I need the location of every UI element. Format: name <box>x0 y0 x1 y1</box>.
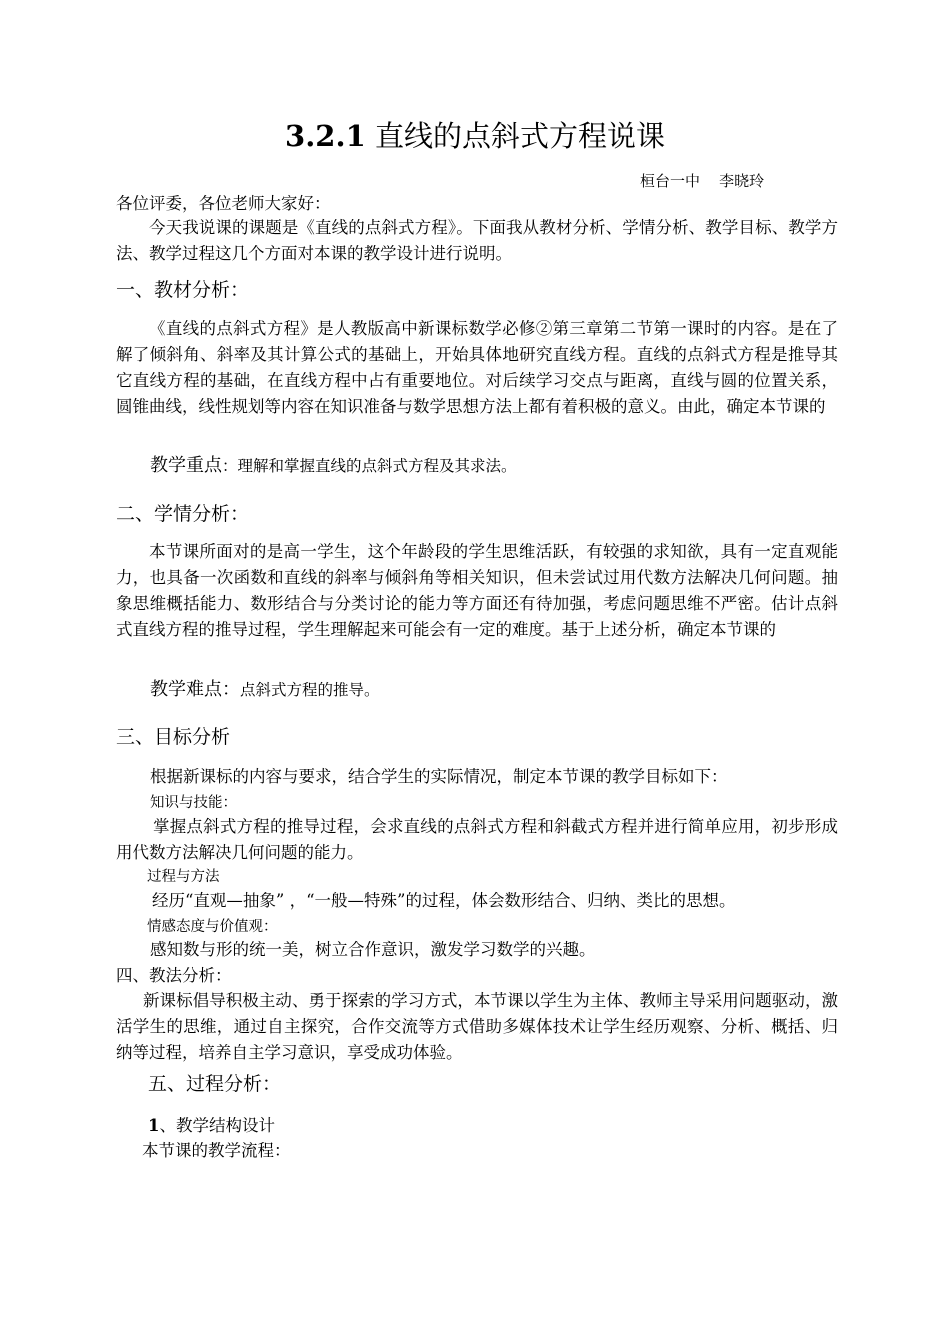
author-line: 桓台一中 李晓玲 <box>640 172 765 190</box>
teaching-structure-heading <box>148 1113 275 1139</box>
teaching-structure-number: 1 <box>148 1116 160 1135</box>
goal-knowledge-text: 掌握点斜式方程的推导过程，会求直线的点斜式方程和斜截式方程并进行简单应用，初步形成用代数方法解决几何问题的能力。 <box>116 817 838 862</box>
goal-process-text: 经历“直观—抽象” ，“一般—特殊”的过程，体会数形结合、归纳、类比的思想。 <box>152 891 736 910</box>
goal-attitude-label: 情感态度与价值观： <box>147 919 278 935</box>
method-analysis-paragraph: 新课标倡导积极主动、勇于探索的学习方式，本节课以学生为主体、教师主导采用问题驱动，激活学生的思维，通过自主探究，合作交流等方式借助多媒体技术让学生经历观察、分析、概括、归纳等过程，培养自主学习意识，享受成功体验。 <box>116 991 838 1062</box>
document-title <box>0 116 950 156</box>
section-heading-textbook-analysis: 一、教材分析： <box>116 279 250 301</box>
teaching-focus-label: 教学重点 <box>150 455 222 476</box>
teaching-difficulty-text: 点斜式方程的推导。 <box>240 681 380 699</box>
greeting: 各位评委，各位老师大家好： <box>116 194 331 213</box>
section-heading-learner-analysis: 二、学情分析： <box>116 503 250 525</box>
teaching-difficulty <box>150 676 380 704</box>
section-heading-process-analysis: 五、过程分析： <box>148 1073 282 1095</box>
goal-intro: 根据新课标的内容与要求，结合学生的实际情况，制定本节课的教学目标如下： <box>150 767 728 786</box>
goal-knowledge-label: 知识与技能： <box>150 795 237 811</box>
teaching-focus-text: ：理解和掌握直线的点斜式方程及其求法。 <box>222 457 517 475</box>
title-number: 3.2.1 <box>285 119 366 153</box>
section-heading-goal-analysis: 三、目标分析 <box>116 726 231 748</box>
intro-paragraph: 今天我说课的课题是《直线的点斜式方程》。下面我从教材分析、学情分析、教学目标、教学方法、教学过程这几个方面对本课的教学设计进行说明。 <box>116 218 838 263</box>
title-text: 直线的点斜式方程说课 <box>365 119 665 153</box>
goal-attitude-text: 感知数与形的统一美，树立合作意识，激发学习数学的兴趣。 <box>150 940 596 959</box>
textbook-analysis-paragraph: 《直线的点斜式方程》是人教版高中新课标数学必修②第三章第二节第一课时的内容。是在了解了倾斜角、斜率及其计算公式的基础上，开始具体地研究直线方程。直线的点斜式方程是推导其它直线方程的基础，在直线方程中占有重要地位。对后续学习交点与距离，直线与圆的位置关系，圆锥曲线，线性规划等内容在知识准备与数学思想方法上都有着积极的意义。由此，确定本节课的 <box>116 319 838 416</box>
teaching-difficulty-label: 教学难点： <box>150 679 240 700</box>
teaching-focus <box>150 452 517 480</box>
section-heading-method-analysis: 四、教法分析： <box>116 966 232 985</box>
teaching-flow-label: 本节课的教学流程： <box>142 1141 291 1160</box>
goal-process-label: 过程与方法 <box>147 869 220 885</box>
learner-analysis-paragraph: 本节课所面对的是高一学生，这个年龄段的学生思维活跃，有较强的求知欲，具有一定直观能力，也具备一次函数和直线的斜率与倾斜角等相关知识，但未尝试过用代数方法解决几何问题。抽象思维概括能力、数形结合与分类讨论的能力等方面还有待加强，考虑问题思维不严密。估计点斜式直线方程的推导过程，学生理解起来可能会有一定的难度。基于上述分析，确定本节课的 <box>116 542 838 639</box>
teaching-structure-text: 、教学结构设计 <box>159 1116 275 1135</box>
